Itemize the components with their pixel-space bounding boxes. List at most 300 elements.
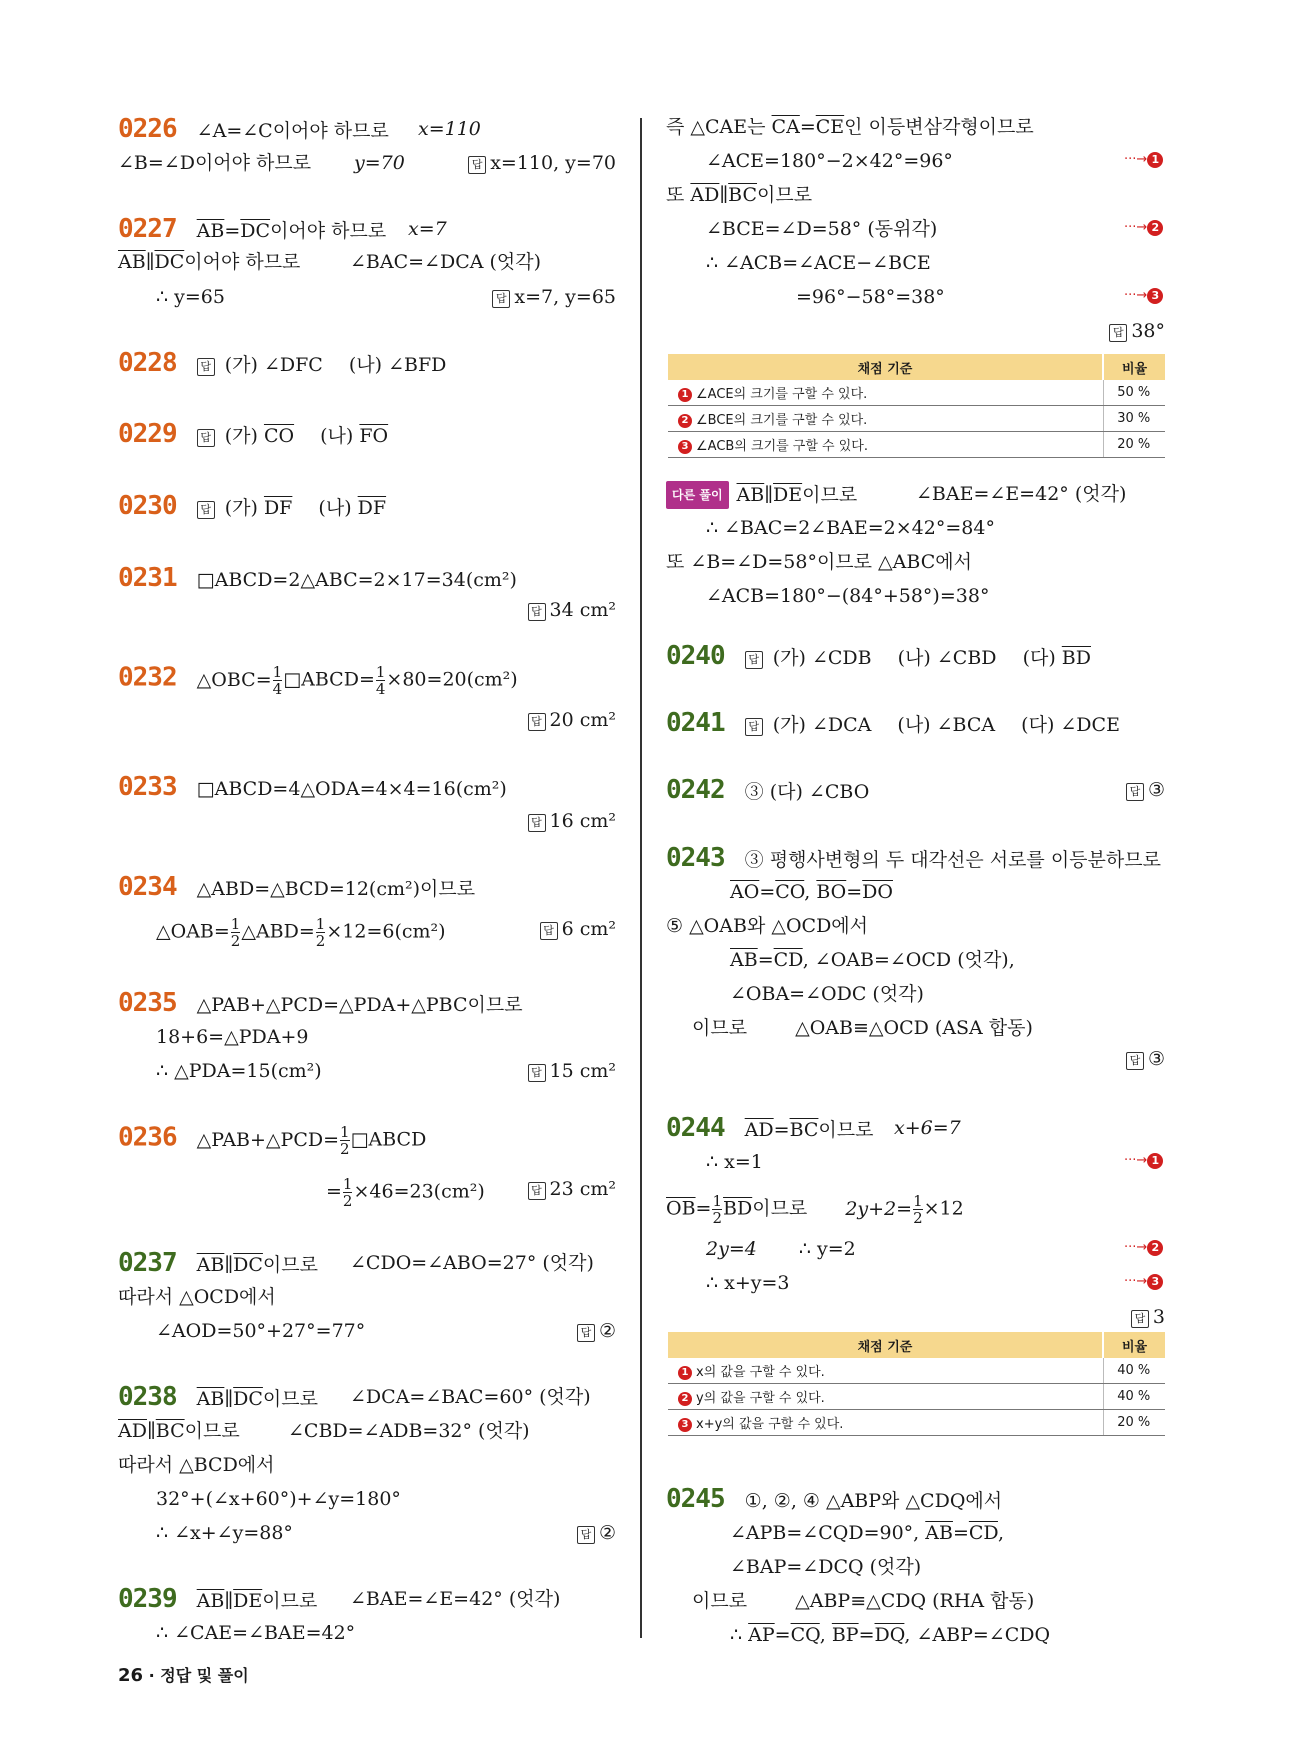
segment: $\overline{AB}$ xyxy=(730,949,758,971)
footer-label: 정답 및 풀이 xyxy=(160,1666,249,1685)
text: ∴ ∠CAE=∠BAE=42° xyxy=(156,1622,356,1644)
score-marker: ···→ 2 xyxy=(1124,1240,1163,1256)
problem-0233 xyxy=(118,774,507,802)
problem-0228 xyxy=(118,350,446,378)
text: □ABCD xyxy=(350,1128,427,1151)
answer-0239 xyxy=(1109,318,1165,344)
text: = xyxy=(757,949,774,971)
fraction: $\frac{1}{4}$ xyxy=(375,663,386,698)
text: ∠BAE=∠E=42° (엇각) xyxy=(916,483,1127,505)
alt-solution-line2 xyxy=(706,515,995,541)
alt-solution-line4 xyxy=(706,583,989,609)
answer-icon xyxy=(528,603,546,621)
problem-0227-line1 xyxy=(118,214,447,244)
fraction: $\frac{1}{2}$ xyxy=(913,1192,923,1227)
problem-number: 0243 xyxy=(666,843,725,873)
segment: $\overline{DE}$ xyxy=(233,1590,263,1612)
problem-0243-line6 xyxy=(692,1015,1033,1041)
answer-icon xyxy=(197,501,215,519)
answer-text: ② xyxy=(598,1320,616,1342)
text: 따라서 △OCD에서 xyxy=(118,1286,276,1308)
text: 또 xyxy=(666,184,685,206)
answer-icon xyxy=(528,1064,546,1082)
answer-icon xyxy=(1126,783,1144,801)
answer-text: 20 cm² xyxy=(549,709,616,731)
answer-text: 34 cm² xyxy=(549,599,616,621)
segment: $\overline{OB}$ xyxy=(666,1197,696,1220)
problem-0235-line1 xyxy=(118,990,523,1018)
text: 또 ∠B=∠D=58°이므로 △ABC에서 xyxy=(666,551,972,573)
table-row: 2 y의 값을 구할 수 있다. 40 % xyxy=(668,1384,1165,1410)
text: ∠APB=∠CQD=90°, xyxy=(730,1522,920,1544)
text: x=110 xyxy=(418,118,481,140)
problem-0235-line3 xyxy=(156,1058,322,1084)
problem-0244-line2 xyxy=(706,1149,763,1175)
segment: $\overline{AB}$ xyxy=(736,484,765,506)
text: 이므로 xyxy=(262,1254,318,1276)
problem-number: 0239 xyxy=(118,1584,177,1614)
text: ∴ ∠ACB=∠ACE−∠BCE xyxy=(706,252,931,274)
text: 이므로 xyxy=(692,1017,748,1039)
answer-text: ② xyxy=(598,1522,616,1544)
text: ①, ②, ④ △ABP와 △CDQ에서 xyxy=(744,1490,1003,1512)
text: , xyxy=(997,1522,1005,1544)
answer-0227 xyxy=(492,284,616,310)
table-header: 비율 xyxy=(1103,354,1165,380)
text: 32°+(∠x+60°)+∠y=180° xyxy=(156,1488,401,1510)
text: ∠B=∠D이어야 하므로 xyxy=(118,152,312,174)
text: ∴ ∠BAC=2∠BAE=2×42°=84° xyxy=(706,517,995,539)
score-marker: ···→ 3 xyxy=(1124,288,1163,304)
answer-icon xyxy=(197,358,215,376)
text: ∥ xyxy=(224,1254,234,1276)
segment: $\overline{CA}$ xyxy=(771,116,800,138)
text: 이므로 xyxy=(818,1119,874,1141)
answer-0242 xyxy=(1126,777,1165,803)
answer-text: 16 cm² xyxy=(549,810,616,832)
text: ×12=6(cm²) xyxy=(326,920,446,943)
text: ∥ xyxy=(764,484,774,506)
text: ③ 평행사변형의 두 대각선은 서로를 이등분하므로 xyxy=(744,849,1161,871)
score-marker: ···→ 1 xyxy=(1124,1153,1163,1169)
text: ∥ xyxy=(719,184,729,206)
segment: $\overline{AB}$ xyxy=(118,251,146,273)
segment: $\overline{DO}$ xyxy=(862,881,893,903)
text: 이어야 하므로 xyxy=(270,220,387,242)
text: , xyxy=(804,881,811,903)
text: = xyxy=(759,881,776,903)
segment: $\overline{CD}$ xyxy=(968,1522,998,1544)
score-marker: ···→ 2 xyxy=(1124,220,1163,236)
segment: $\overline{BC}$ xyxy=(789,1119,819,1141)
segment: $\overline{AB}$ xyxy=(196,220,225,242)
table-row: 1 ∠ACE의 크기를 구할 수 있다. 50 % xyxy=(668,380,1165,406)
problem-0237-line2 xyxy=(118,1284,276,1310)
text: △ABP≡△CDQ (RHA 합동) xyxy=(795,1590,1035,1612)
text: ③ (다) ∠CBO xyxy=(744,781,870,803)
answer-icon xyxy=(577,1324,595,1342)
text: ∴ ∠x+∠y=88° xyxy=(156,1522,293,1544)
problem-number: 0236 xyxy=(118,1122,177,1153)
text: ∠ACE=180°−2×42°=96° xyxy=(706,150,953,172)
problem-0230 xyxy=(118,493,386,521)
problem-0244-line3 xyxy=(666,1193,964,1226)
fraction: $\frac{1}{2}$ xyxy=(342,1175,353,1210)
segment: $\overline{AO}$ xyxy=(730,881,760,903)
table-row: 3 ∠ACB의 크기를 구할 수 있다. 20 % xyxy=(668,432,1165,458)
text: = xyxy=(773,1119,790,1141)
text: 따라서 △BCD에서 xyxy=(118,1454,275,1476)
answer-0237 xyxy=(577,1318,616,1344)
text: □ABCD= xyxy=(283,668,375,691)
grading-table-2 xyxy=(668,1332,1165,1436)
segment: $\overline{CO}$ xyxy=(775,881,805,903)
segment: $\overline{DF}$ xyxy=(263,497,293,519)
text: ∠CDO=∠ABO=27° (엇각) xyxy=(350,1252,594,1274)
alt-solution-badge: 다른 풀이 xyxy=(666,481,729,509)
fraction: $\frac{1}{2}$ xyxy=(712,1192,723,1227)
answer-text: 38° xyxy=(1131,320,1165,342)
answer-text: 23 cm² xyxy=(549,1178,616,1200)
text: , ∠ABP=∠CDQ xyxy=(904,1624,1051,1646)
page-number: 26 xyxy=(118,1665,144,1686)
answer-icon xyxy=(577,1526,595,1544)
text: 2y+2= xyxy=(845,1197,913,1220)
answer-icon xyxy=(492,290,510,308)
answer-icon xyxy=(540,922,558,940)
table-header: 채점 기준 xyxy=(668,354,1103,380)
table-header: 채점 기준 xyxy=(668,1332,1103,1358)
problem-0238-line5 xyxy=(156,1520,293,1546)
fraction: $\frac{1}{2}$ xyxy=(230,915,241,950)
text: △PAB+△PCD=△PDA+△PBC이므로 xyxy=(196,994,523,1016)
problem-0226-line1 xyxy=(118,114,481,144)
segment: $\overline{CD}$ xyxy=(773,949,803,971)
segment: $\overline{DC}$ xyxy=(233,1388,263,1410)
answer-0235 xyxy=(528,1058,617,1084)
segment: $\overline{AB}$ xyxy=(196,1254,225,1276)
problem-0244-line1 xyxy=(666,1113,961,1143)
problem-number: 0227 xyxy=(118,214,177,244)
segment: $\overline{AB}$ xyxy=(196,1590,225,1612)
problem-0237-line3 xyxy=(156,1318,365,1344)
text: 이므로 xyxy=(184,1420,240,1442)
problem-0240 xyxy=(666,643,1091,671)
text: ∠BCE=∠D=58° (동위각) xyxy=(706,218,938,240)
problem-0245-line4 xyxy=(692,1588,1034,1614)
text: 이므로 xyxy=(757,184,813,206)
problem-number: 0226 xyxy=(118,114,177,144)
problem-number: 0237 xyxy=(118,1248,177,1278)
text: ∠ACB=180°−(84°+58°)=38° xyxy=(706,585,990,607)
alt-solution-line1 xyxy=(666,481,1127,509)
answer-text: 3 xyxy=(1152,1306,1165,1328)
text: ∠BAE=∠E=42° (엇각) xyxy=(350,1588,561,1610)
text: (가) ∠DCA xyxy=(772,714,872,736)
segment: $\overline{DE}$ xyxy=(773,484,803,506)
segment: $\overline{DC}$ xyxy=(240,220,271,242)
answer-0232 xyxy=(528,707,617,733)
table-row: 3 x+y의 값을 구할 수 있다. 20 % xyxy=(668,1410,1165,1436)
score-marker: ···→ 1 xyxy=(1124,152,1163,168)
separator: · xyxy=(148,1666,155,1685)
problem-0243-line3 xyxy=(666,913,868,939)
answer-icon xyxy=(745,718,763,736)
answer-icon xyxy=(197,429,215,447)
grading-table-1 xyxy=(668,354,1165,458)
text: ∠BAC=∠DCA (엇각) xyxy=(350,251,542,273)
problem-0243-line5 xyxy=(730,981,924,1007)
text: 2y=4 xyxy=(706,1238,757,1260)
text: ∥ xyxy=(146,1420,156,1442)
answer-0236 xyxy=(528,1176,617,1202)
segment: $\overline{BD}$ xyxy=(723,1197,753,1220)
text: x+6=7 xyxy=(894,1117,961,1139)
text: (나) xyxy=(320,425,354,447)
segment: $\overline{AD}$ xyxy=(118,1420,147,1442)
text: ×80=20(cm²) xyxy=(386,668,518,691)
problem-0245-line2 xyxy=(730,1520,1004,1546)
text: = xyxy=(846,881,863,903)
answer-0233 xyxy=(528,808,617,834)
text: ∠CBD=∠ADB=32° (엇각) xyxy=(288,1420,530,1442)
text: = xyxy=(858,1624,875,1646)
text: y=70 xyxy=(354,152,405,174)
segment: $\overline{CO}$ xyxy=(263,425,295,447)
text: 이므로 xyxy=(692,1590,748,1612)
r0239-line5 xyxy=(706,250,931,276)
text: ∠OBA=∠ODC (엇각) xyxy=(730,983,924,1005)
segment: $\overline{AP}$ xyxy=(748,1624,775,1646)
text: ×46=23(cm²) xyxy=(353,1180,485,1203)
text: ∴ △PDA=15(cm²) xyxy=(156,1060,322,1082)
text: ∴ xyxy=(730,1624,743,1646)
segment: $\overline{AB}$ xyxy=(925,1522,953,1544)
problem-number: 0231 xyxy=(118,563,177,593)
text: = xyxy=(224,220,241,242)
fraction: $\frac{1}{2}$ xyxy=(340,1123,350,1158)
text: (나) ∠CBD xyxy=(897,647,997,669)
answer-icon xyxy=(1126,1052,1144,1070)
segment: $\overline{AD}$ xyxy=(690,184,720,206)
text: (가) xyxy=(224,425,258,447)
text: ∴ y=2 xyxy=(798,1238,856,1260)
problem-0234-line2 xyxy=(156,916,446,949)
text: (다) xyxy=(1022,647,1056,669)
text: = xyxy=(952,1522,969,1544)
text: △ABD= xyxy=(241,920,315,943)
text: x=7 xyxy=(408,218,447,240)
segment: $\overline{BC}$ xyxy=(728,184,758,206)
segment: $\overline{DF}$ xyxy=(357,497,387,519)
text: ∴ x+y=3 xyxy=(706,1272,790,1294)
problem-0227-line3 xyxy=(156,284,225,310)
answer-0234 xyxy=(540,916,616,942)
text: =96°−58°=38° xyxy=(796,286,945,308)
text: △ABD=△BCD=12(cm²)이므로 xyxy=(196,878,476,900)
problem-number: 0242 xyxy=(666,775,725,805)
text: (가) xyxy=(224,497,258,519)
answer-icon xyxy=(1109,324,1127,342)
answer-0231 xyxy=(528,597,617,623)
problem-0237-line1 xyxy=(118,1248,594,1278)
text: ∠A=∠C이어야 하므로 xyxy=(196,120,389,142)
text: (가) ∠DFC xyxy=(224,354,323,376)
text: △PAB+△PCD= xyxy=(196,1128,340,1151)
segment: $\overline{CQ}$ xyxy=(790,1624,820,1646)
problem-0238-line1 xyxy=(118,1382,591,1412)
problem-0245-line3 xyxy=(730,1554,921,1580)
text: ∥ xyxy=(224,1590,234,1612)
text: ⑤ △OAB와 △OCD에서 xyxy=(666,915,869,937)
text: 인 이등변삼각형이므로 xyxy=(844,116,1034,138)
text: 이므로 xyxy=(262,1388,318,1410)
text: △OBC= xyxy=(196,668,272,691)
segment: $\overline{DC}$ xyxy=(233,1254,263,1276)
problem-number: 0233 xyxy=(118,772,177,802)
text: , xyxy=(819,1624,826,1646)
answer-icon xyxy=(528,814,546,832)
problem-number: 0232 xyxy=(118,662,177,693)
text: 이어야 하므로 xyxy=(184,251,301,273)
fraction: $\frac{1}{2}$ xyxy=(315,915,326,950)
problem-0235-line2 xyxy=(156,1024,308,1050)
answer-text: x=110, y=70 xyxy=(490,152,616,174)
segment: $\overline{AB}$ xyxy=(196,1388,225,1410)
text: (다) ∠DCE xyxy=(1021,714,1120,736)
r0239-line1 xyxy=(666,114,1034,140)
answer-0244 xyxy=(1131,1304,1165,1330)
segment: $\overline{AD}$ xyxy=(744,1119,774,1141)
text: (나) ∠BCA xyxy=(897,714,996,736)
problem-0244-line5 xyxy=(706,1270,790,1296)
problem-number: 0235 xyxy=(118,988,177,1018)
problem-0242 xyxy=(666,777,869,805)
answer-text: 6 cm² xyxy=(561,918,616,940)
segment: $\overline{BD}$ xyxy=(1061,647,1091,669)
text: = xyxy=(695,1197,712,1220)
answer-text: ③ xyxy=(1147,779,1165,801)
score-marker: ···→ 3 xyxy=(1124,1274,1163,1290)
problem-0231 xyxy=(118,565,517,593)
alt-solution-line3 xyxy=(666,549,972,575)
text: □ABCD=4△ODA=4×4=16(cm²) xyxy=(196,778,507,800)
text: = xyxy=(326,1180,342,1203)
text: ∴ y=65 xyxy=(156,286,225,308)
problem-0229 xyxy=(118,421,388,449)
table-row: 1 x의 값을 구할 수 있다. 40 % xyxy=(668,1358,1165,1384)
text: 이므로 xyxy=(752,1197,808,1220)
text: 이므로 xyxy=(802,484,858,506)
problem-0241 xyxy=(666,710,1120,738)
text: ∥ xyxy=(224,1388,234,1410)
answer-icon xyxy=(528,713,546,731)
text: = xyxy=(799,116,816,138)
text: 이므로 xyxy=(262,1590,318,1612)
text: ∠DCA=∠BAC=60° (엇각) xyxy=(350,1386,591,1408)
text: = xyxy=(774,1624,791,1646)
text: ×12 xyxy=(923,1197,964,1220)
text: , ∠OAB=∠OCD (엇각), xyxy=(802,949,1015,971)
problem-0243-line2 xyxy=(730,879,893,905)
segment: $\overline{BP}$ xyxy=(831,1624,859,1646)
answer-icon xyxy=(468,156,486,174)
text: (나) ∠BFD xyxy=(348,354,447,376)
answer-0243 xyxy=(1126,1046,1165,1072)
table-row: 2 ∠BCE의 크기를 구할 수 있다. 30 % xyxy=(668,406,1165,432)
problem-number: 0230 xyxy=(118,491,177,521)
segment: $\overline{CE}$ xyxy=(815,116,845,138)
problem-number: 0244 xyxy=(666,1113,725,1143)
r0239-line4 xyxy=(706,216,937,242)
answer-text: ③ xyxy=(1147,1048,1165,1070)
text: △OAB= xyxy=(156,920,230,943)
answer-icon xyxy=(1131,1310,1149,1328)
table-header: 비율 xyxy=(1103,1332,1165,1358)
problem-number: 0240 xyxy=(666,641,725,671)
segment: $\overline{BO}$ xyxy=(816,881,847,903)
problem-0226-line2 xyxy=(118,150,405,176)
r0239-line3 xyxy=(666,182,812,208)
problem-number: 0229 xyxy=(118,419,177,449)
fraction: $\frac{1}{4}$ xyxy=(272,663,283,698)
problem-number: 0241 xyxy=(666,708,725,738)
text: ∠BAP=∠DCQ (엇각) xyxy=(730,1556,922,1578)
r0239-line2 xyxy=(706,148,953,174)
text: ∴ x=1 xyxy=(706,1151,763,1173)
text: △OAB≡△OCD (ASA 합동) xyxy=(795,1017,1033,1039)
column-divider xyxy=(640,118,642,1638)
problem-number: 0238 xyxy=(118,1382,177,1412)
problem-0244-line4 xyxy=(706,1236,856,1262)
problem-number: 0234 xyxy=(118,872,177,902)
segment: $\overline{DC}$ xyxy=(154,251,185,273)
segment: $\overline{FO}$ xyxy=(359,425,389,447)
text: 18+6=△PDA+9 xyxy=(156,1026,309,1048)
answer-icon xyxy=(528,1182,546,1200)
problem-0245-line1 xyxy=(666,1486,1002,1514)
text: ∠AOD=50°+27°=77° xyxy=(156,1320,366,1342)
problem-number: 0245 xyxy=(666,1484,725,1514)
answer-0226 xyxy=(468,150,616,176)
problem-0243-line4 xyxy=(730,947,1015,973)
problem-0236-line2 xyxy=(326,1176,485,1209)
answer-text: 15 cm² xyxy=(549,1060,616,1082)
problem-0236-line1 xyxy=(118,1124,426,1157)
text: ∥ xyxy=(145,251,155,273)
problem-0232 xyxy=(118,664,518,697)
text: (가) ∠CDB xyxy=(772,647,872,669)
segment: $\overline{BC}$ xyxy=(155,1420,185,1442)
problem-0238-line3 xyxy=(118,1452,275,1478)
segment: $\overline{DQ}$ xyxy=(874,1624,905,1646)
answer-0238 xyxy=(577,1520,616,1546)
r0239-line6 xyxy=(796,284,945,310)
answer-text: x=7, y=65 xyxy=(514,286,616,308)
problem-0238-line2 xyxy=(118,1418,530,1444)
answer-icon xyxy=(745,651,763,669)
problem-0238-line4 xyxy=(156,1486,401,1512)
page-footer xyxy=(118,1663,249,1686)
problem-0227-line2 xyxy=(118,249,542,275)
problem-0234-line1 xyxy=(118,874,475,902)
problem-0239-line2 xyxy=(156,1620,355,1646)
text: (나) xyxy=(318,497,352,519)
text: □ABCD=2△ABC=2×17=34(cm²) xyxy=(196,569,517,591)
problem-0239-line1 xyxy=(118,1584,561,1614)
text: 즉 △CAE는 xyxy=(666,116,766,138)
problem-number: 0228 xyxy=(118,348,177,378)
